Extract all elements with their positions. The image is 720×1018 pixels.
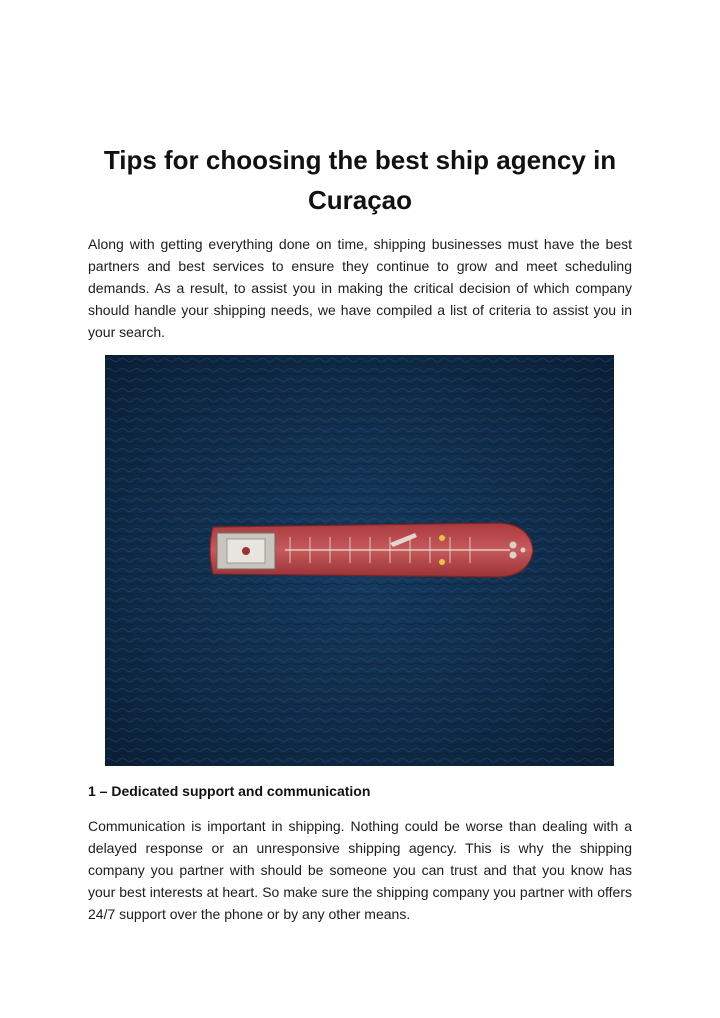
page-title: Tips for choosing the best ship agency in Curaçao	[103, 145, 617, 215]
intro-paragraph: Along with getting everything done on time, shipping businesses must have the best partners and best services to ensure they continue to grow and meet scheduling demands. As a result, to assist you in making the critical decision of which company should handle your shipping needs, we have compiled a list of criteria to assist you in your search.	[88, 236, 632, 340]
section-body: Communication is important in shipping. Nothing could be worse than dealing with a delayed response or an unresponsive shipping agency. This is why the shipping company you partner with should be someone you can trust and that you know has your best interests at heart. So make sure the shipping company you partner with offers 24/7 support over the phone or by any other means.	[88, 818, 632, 922]
ship	[210, 523, 533, 577]
section-heading: 1 – Dedicated support and communication	[88, 783, 371, 799]
ship-photo	[105, 355, 614, 766]
